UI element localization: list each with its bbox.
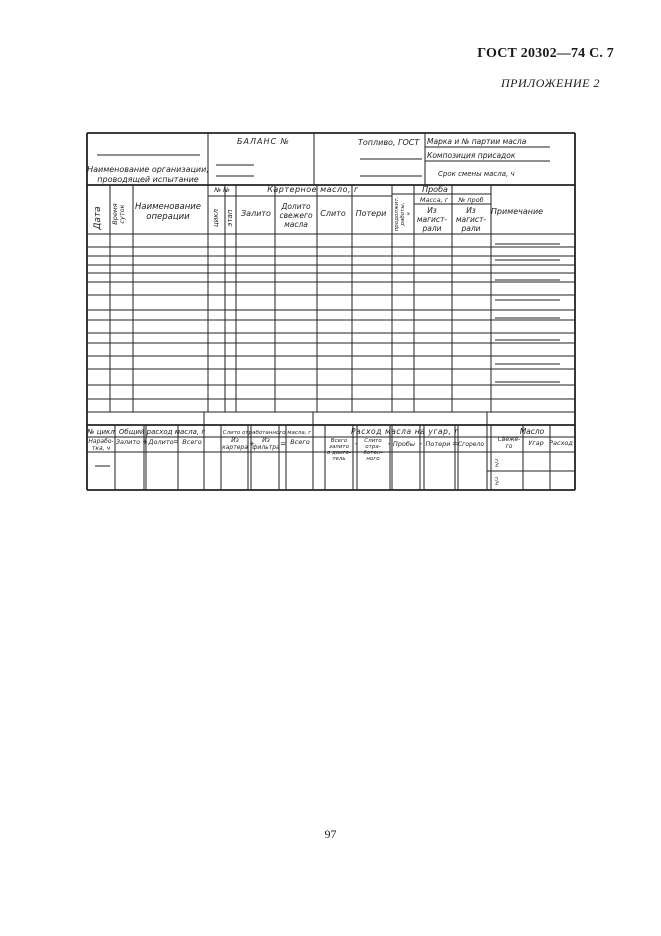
oil-change-label: Срок смены масла, ч [438,170,515,178]
from-line-header-a3: рали [422,224,442,233]
bottom-total-header: Всего [182,438,202,446]
drained-total-header: Всего [290,438,310,446]
engine-use-header: Расход масла на угар, г [350,427,460,436]
date-header: Дата [93,206,103,230]
topped-header-line3: масла [284,220,308,229]
per-hour-label-1: г/ч [493,459,499,467]
cycle-header: цикл [212,208,220,228]
hours-header-line1: Нарабо- [88,438,114,445]
topped-header-line2: свежего [279,211,313,220]
from-line-header-a1: Из [427,206,437,215]
engine-filled-header-line4: тель [332,456,346,462]
total-oil-use-header: Общий расход масла, г [118,428,206,436]
cycle-no-header: № цикл [87,428,115,436]
engine-filled-header-line3: в двига- [327,450,351,456]
fuel-label: Топливо, ГОСТ [358,138,420,147]
stage-header: этап [226,209,234,227]
sample-time-header-line1: продолжит. [394,196,400,232]
hours-header-line2: тка, ч [91,445,111,452]
org-name-label-line1: Наименование организации, [87,165,209,174]
equals-sign-2: = [280,440,286,448]
equals-sign: = [173,438,179,446]
minus-sign-2: - [387,440,391,448]
plus-sign-2: + [249,440,255,448]
numbers-header: № № [214,186,230,194]
samples-header: Пробы [392,440,416,448]
engine-drained-header-line2: отра- [365,444,381,450]
fresh-header-line2: го [505,443,513,450]
equals-sign-3: = [452,440,458,448]
from-line-header-b2: магист- [455,215,487,224]
notes-header: Примечание [490,207,544,216]
bottom-topped-header: Долито [148,438,174,446]
operation-name-header-line2: операции [146,212,190,222]
sample-time-header-line2: работы, [400,202,406,226]
from-sump-header-line1: Из [231,437,239,444]
plus-sign: + [142,438,148,446]
page-number: 97 [324,827,337,841]
filled-header: Залито [241,209,271,218]
oil-header: Масло [519,427,545,436]
losses-header: Потери [355,209,387,218]
bottom-losses-header: Потери [425,440,451,448]
time-of-day-header-line1: Время [111,203,119,225]
engine-drained-header-line1: Слито [364,438,382,444]
standard-header: ГОСТ 20302—74 С. 7 [477,46,614,61]
sample-mass-header: Масса, г [419,196,449,204]
crankcase-oil-header: Картерное масло, г [267,185,359,194]
from-sump-header-line2: картера [222,444,248,451]
engine-filled-header-line2: залито [329,444,349,450]
from-filter-header-line1: Из [262,437,270,444]
drained-oil-header: Слито отработанного масла, г [222,430,312,436]
engine-drained-header-line4: ного [366,456,380,462]
engine-filled-header-line1: Всего [330,438,348,444]
sample-number-header: № проб [458,196,484,204]
from-line-header-b3: рали [461,224,481,233]
time-of-day-header-line2: суток [118,204,126,224]
sample-time-header-line3: ч [406,212,412,216]
appendix-label: ПРИЛОЖЕНИЕ 2 [501,76,600,90]
burn-header: Угар [528,439,544,447]
bottom-filled-header: Залито [115,438,141,446]
per-hour-label-2: г/ч [493,477,499,485]
consumption-header: Расход [549,439,573,447]
engine-drained-header-line3: ботан- [363,450,383,456]
minus-sign-3: - [419,440,423,448]
additive-label: Композиция присадок [427,151,516,160]
burnt-header: Сгорело [457,441,485,448]
from-line-header-b1: Из [466,206,476,215]
balance-label: БАЛАНС № [237,137,290,146]
minus-sign-1: - [354,440,358,448]
oil-grade-label: Марка и № партии масла [427,137,527,146]
from-line-header-a2: магист- [416,215,448,224]
sample-header: Проба [422,185,448,194]
topped-header-line1: Долито [281,202,311,211]
from-filter-header-line2: фильтра [252,444,280,451]
drained-header: Слито [320,209,346,218]
operation-name-header-line1: Наименование [134,202,202,212]
org-name-label-line2: проводящей испытание [97,175,199,184]
fresh-header-line1: Свеже- [497,436,521,443]
